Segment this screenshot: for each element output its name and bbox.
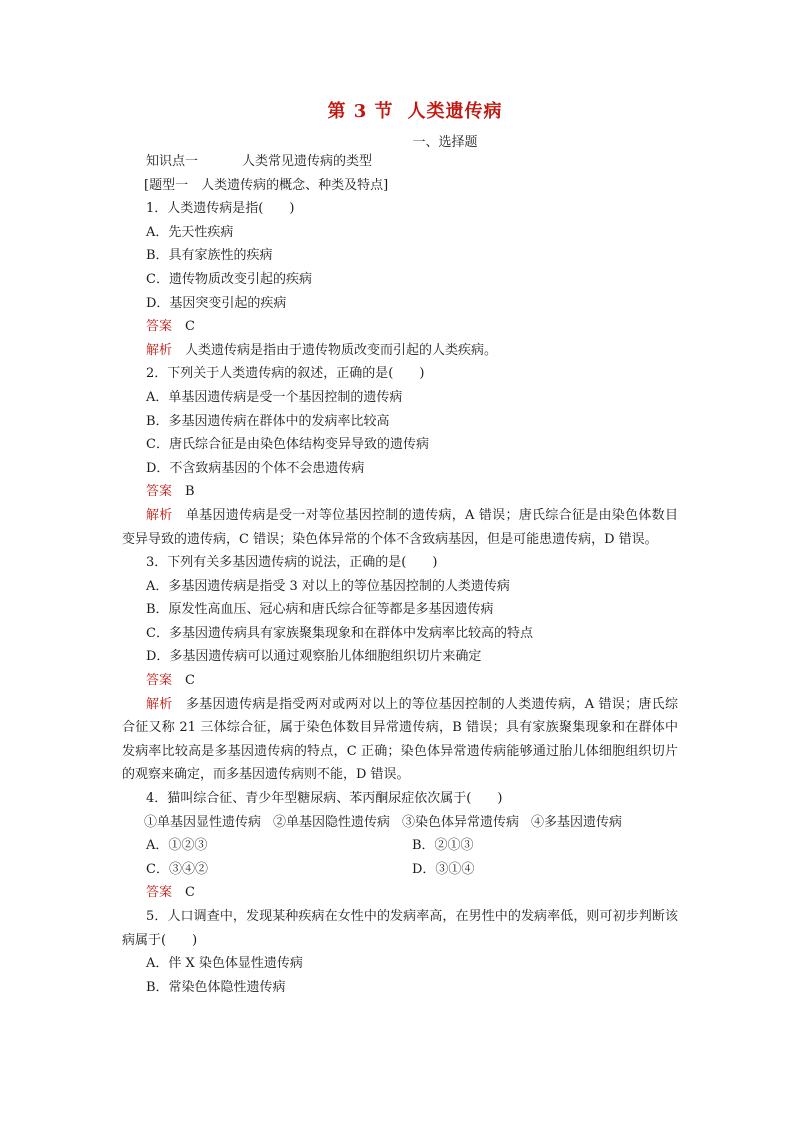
question-3-answer: 答案 C	[146, 673, 195, 689]
question-1-analysis: 解析 人类遗传病是指由于遗传物质改变而引起的人类疾病。	[146, 342, 498, 358]
question-1-option-d: D．基因突变引起的疾病	[146, 295, 287, 311]
question-5-stem: 5．人口调查中，发现某种疾病在女性中的发病率高，在男性中的发病率低，则可初步判断该病属于( )	[122, 909, 678, 948]
question-4-options-row-2	[122, 858, 678, 882]
question-3-stem: 3．下列有关多基因遗传病的说法，正确的是( )	[146, 555, 438, 571]
question-1-option-a: A．先天性疾病	[146, 224, 234, 240]
question-4-choices: ①单基因显性遗传病 ②单基因隐性遗传病 ③染色体异常遗传病 ④多基因遗传病	[144, 814, 623, 830]
question-3-option-a: A．多基因遗传病是指受 3 对以上的等位基因控制的人类遗传病	[146, 578, 510, 594]
question-3-option-b: B．原发性高血压、冠心病和唐氏综合征等都是多基因遗传病	[146, 602, 494, 618]
question-4-option-b: B．②①③	[412, 838, 474, 854]
question-1-answer: 答案 C	[146, 319, 195, 335]
question-2-option-a: A．单基因遗传病是受一个基因控制的遗传病	[146, 389, 403, 405]
question-4-option-c: C．③④②	[146, 861, 208, 877]
question-4-answer: 答案 C	[146, 885, 195, 901]
question-4-option-d: D．③①④	[412, 861, 475, 877]
question-type: [题型一 人类遗传病的概念、种类及特点]	[144, 177, 389, 193]
question-2-stem: 2．下列关于人类遗传病的叙述，正确的是( )	[146, 366, 425, 382]
question-3-option-d: D．多基因遗传病可以通过观察胎儿体细胞组织切片来确定	[146, 649, 482, 665]
section-name: 人类遗传病	[407, 101, 503, 122]
question-3-option-c: C．多基因遗传病具有家族聚集现象和在群体中发病率比较高的特点	[146, 625, 533, 641]
page-title	[0, 97, 794, 123]
question-2-option-c: C．唐氏综合征是由染色体结构变异导致的遗传病	[146, 437, 429, 453]
question-2-option-d: D．不含致病基因的个体不会患遗传病	[146, 460, 365, 476]
question-5-option-b: B．常染色体隐性遗传病	[146, 979, 286, 995]
section-number: 第 3 节	[327, 101, 394, 122]
question-1-stem: 1．人类遗传病是指( )	[146, 201, 295, 217]
question-4-option-a: A．①②③	[146, 838, 208, 854]
question-3-analysis: 解析 多基因遗传病是指受两对或两对以上的等位基因控制的人类遗传病，A 错误；唐氏综合征又称 21 三体综合征，属于染色体数目异常遗传病，B 错误；具有家族聚集现象和在群体中发病率比较高是多基因遗传病的特点，C 正确；染色体异常遗传病能够通过胎儿体细胞组织切片的观察来确定，而多基因遗传病则不能，D 错误。	[122, 696, 678, 783]
document-body	[122, 150, 678, 999]
question-4-stem: 4．猫叫综合征、青少年型糖尿病、苯丙酮尿症依次属于( )	[146, 791, 503, 807]
question-1-option-c: C．遗传物质改变引起的疾病	[146, 271, 312, 287]
question-2-option-b: B．多基因遗传病在群体中的发病率比较高	[146, 413, 390, 429]
question-4-options-row-1	[122, 834, 678, 858]
knowledge-point: 知识点一 人类常见遗传病的类型	[146, 154, 373, 169]
question-5-option-a: A．伴 X 染色体显性遗传病	[146, 956, 303, 972]
section-heading: 一、选择题	[412, 135, 478, 150]
question-2-analysis: 解析 单基因遗传病是受一对等位基因控制的遗传病，A 错误；唐氏综合征是由染色体数目变异导致的遗传病，C 错误；染色体异常的个体不含致病基因，但是可能患遗传病，D 错误。	[122, 507, 678, 547]
question-2-answer: 答案 B	[146, 484, 195, 500]
question-1-option-b: B．具有家族性的疾病	[146, 248, 273, 264]
